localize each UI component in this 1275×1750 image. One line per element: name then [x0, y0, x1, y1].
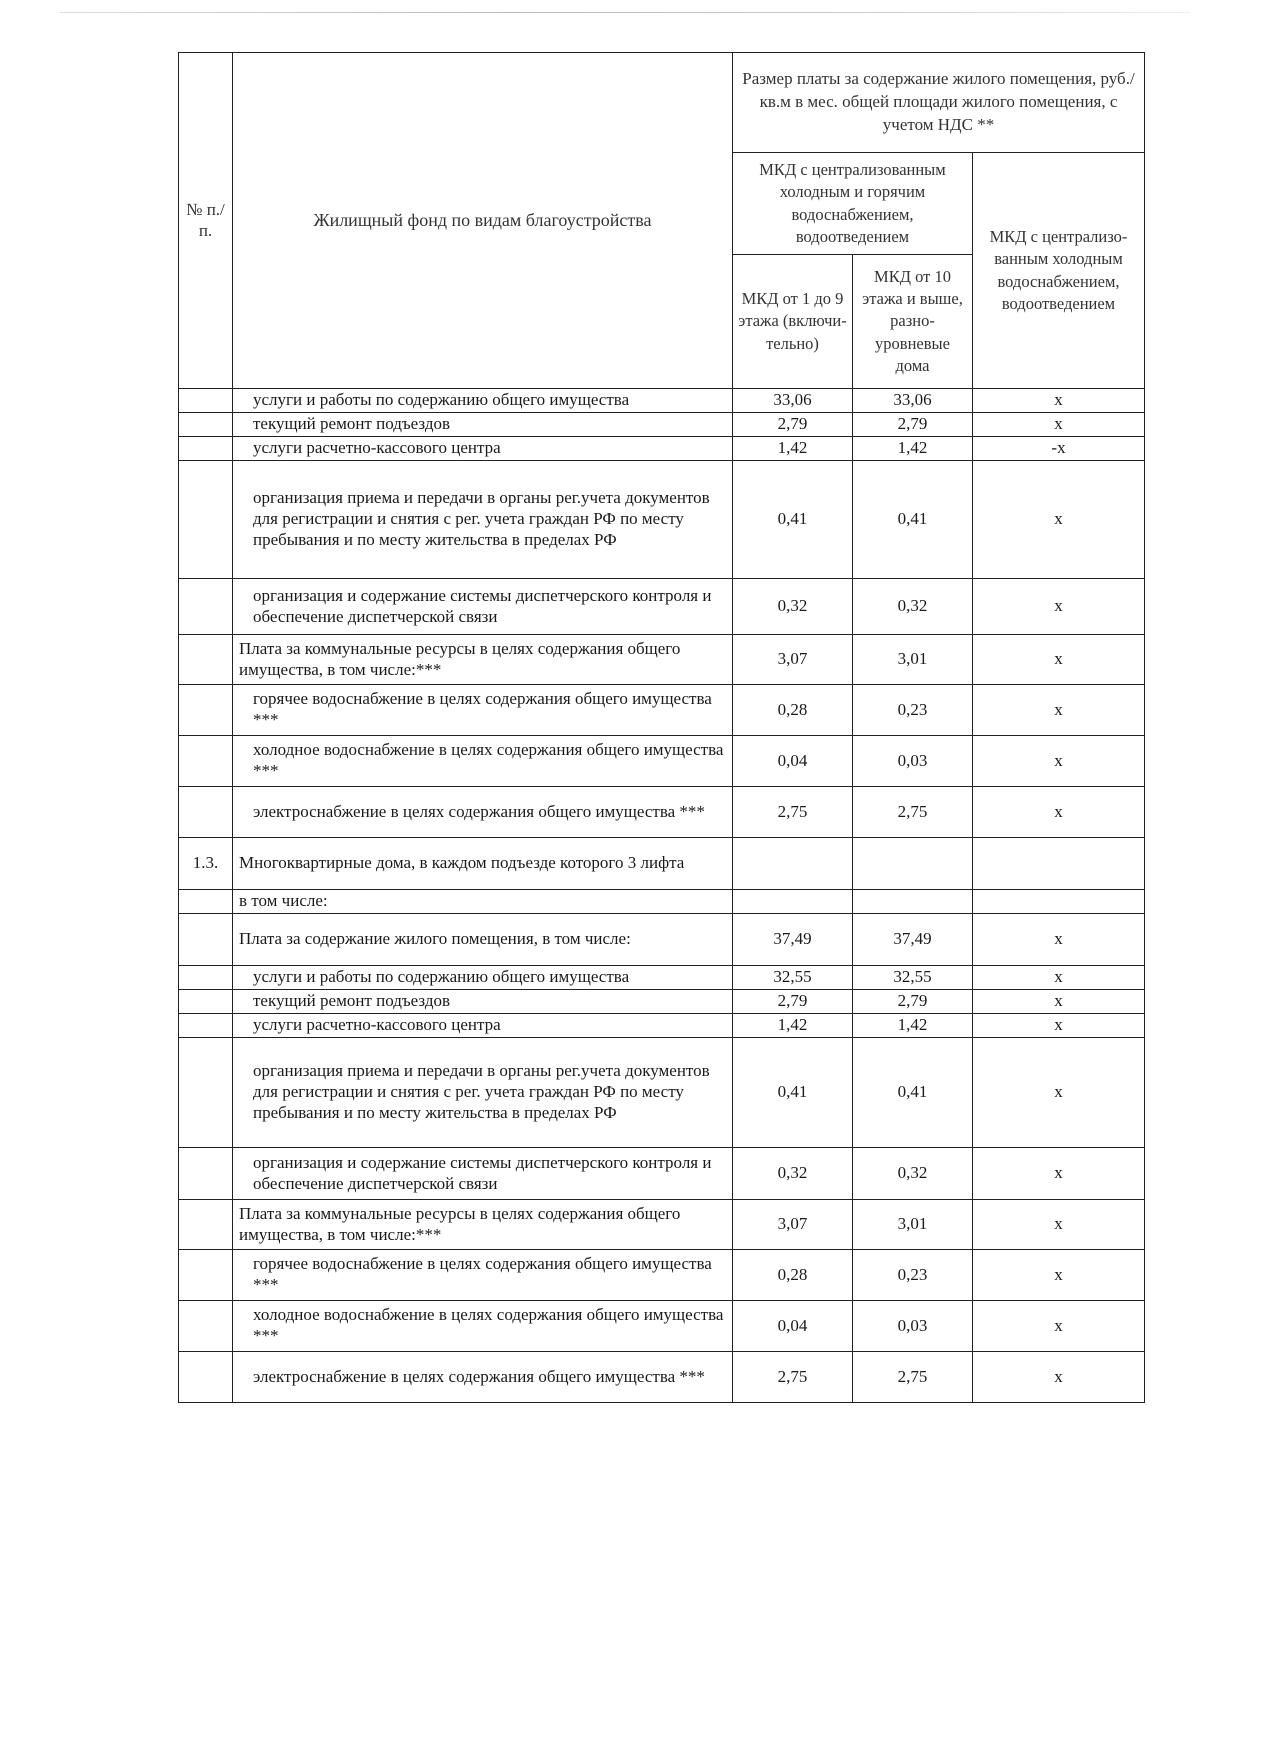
row-label: организация и содержание системы диспетчерского контроля и обеспечение диспетчерской связи: [233, 1148, 733, 1200]
table-row: [179, 579, 1145, 635]
value-floors-10-plus: 2,79: [853, 413, 973, 437]
row-label: Многоквартирные дома, в каждом подъезде которого 3 лифта: [233, 838, 733, 890]
row-label: услуги и работы по содержанию общего имущества: [233, 389, 733, 413]
value-floors-1-9: 3,07: [733, 635, 853, 685]
table-row: [179, 1038, 1145, 1148]
row-label: текущий ремонт подъездов: [233, 990, 733, 1014]
row-number: [179, 437, 233, 461]
value-central-cold: [973, 890, 1145, 914]
value-floors-1-9: 2,79: [733, 413, 853, 437]
value-floors-10-plus: 0,23: [853, 1250, 973, 1301]
row-label: организация и содержание системы диспетчерского контроля и обеспечение диспетчерской связи: [233, 579, 733, 635]
header-floors-1-9: МКД от 1 до 9 этажа (включи-тельно): [733, 255, 853, 389]
value-floors-1-9: 0,28: [733, 1250, 853, 1301]
row-number: [179, 1301, 233, 1352]
value-floors-1-9: 2,75: [733, 1352, 853, 1403]
row-label: электроснабжение в целях содержания общего имущества ***: [233, 787, 733, 838]
row-label: текущий ремонт подъездов: [233, 413, 733, 437]
value-floors-1-9: 0,04: [733, 1301, 853, 1352]
row-label: услуги расчетно-кассового центра: [233, 1014, 733, 1038]
row-label: холодное водоснабжение в целях содержания общего имущества ***: [233, 1301, 733, 1352]
value-floors-10-plus: 33,06: [853, 389, 973, 413]
value-central-cold: х: [973, 635, 1145, 685]
value-central-cold: х: [973, 736, 1145, 787]
table-row: [179, 1200, 1145, 1250]
table-row: [179, 685, 1145, 736]
row-number: [179, 1250, 233, 1301]
header-housing-fund: Жилищный фонд по видам благоустройства: [233, 53, 733, 389]
value-central-cold: х: [973, 1352, 1145, 1403]
header-central-cold: МКД с централизо-ванным холодным водоснабжением, водоотведением: [973, 153, 1145, 389]
value-central-cold: х: [973, 389, 1145, 413]
row-label: холодное водоснабжение в целях содержания общего имущества ***: [233, 736, 733, 787]
value-central-cold: -х: [973, 437, 1145, 461]
value-central-cold: х: [973, 990, 1145, 1014]
value-floors-1-9: 0,41: [733, 1038, 853, 1148]
row-label: услуги расчетно-кассового центра: [233, 437, 733, 461]
value-floors-10-plus: 0,41: [853, 461, 973, 579]
row-number: [179, 685, 233, 736]
row-number: [179, 413, 233, 437]
table-row: [179, 1014, 1145, 1038]
value-floors-1-9: [733, 838, 853, 890]
value-floors-1-9: 0,32: [733, 579, 853, 635]
table-row: [179, 389, 1145, 413]
header-row-1: [179, 53, 1145, 153]
value-floors-1-9: [733, 890, 853, 914]
header-price-group: Размер платы за содержание жилого помещения, руб./кв.м в мес. общей площади жилого помещения, с учетом НДС **: [733, 53, 1145, 153]
value-central-cold: х: [973, 1148, 1145, 1200]
header-central-hot-cold: МКД с централизованным холодным и горячим водоснабжением, водоотведением: [733, 153, 973, 255]
row-number: [179, 579, 233, 635]
value-central-cold: х: [973, 579, 1145, 635]
row-number: [179, 1038, 233, 1148]
table-row: [179, 914, 1145, 966]
value-floors-10-plus: 1,42: [853, 437, 973, 461]
value-floors-10-plus: 32,55: [853, 966, 973, 990]
row-number: [179, 966, 233, 990]
value-floors-1-9: 0,32: [733, 1148, 853, 1200]
table-row: [179, 1148, 1145, 1200]
value-central-cold: х: [973, 461, 1145, 579]
row-number: [179, 635, 233, 685]
value-floors-10-plus: 2,75: [853, 787, 973, 838]
value-central-cold: х: [973, 787, 1145, 838]
value-floors-10-plus: 2,79: [853, 990, 973, 1014]
table-row: [179, 838, 1145, 890]
value-central-cold: х: [973, 413, 1145, 437]
header-number: № п./п.: [179, 53, 233, 389]
row-label: электроснабжение в целях содержания общего имущества ***: [233, 1352, 733, 1403]
row-label: Плата за содержание жилого помещения, в том числе:: [233, 914, 733, 966]
value-floors-10-plus: 3,01: [853, 635, 973, 685]
row-label: в том числе:: [233, 890, 733, 914]
table-row: [179, 635, 1145, 685]
value-central-cold: х: [973, 1200, 1145, 1250]
row-label: услуги и работы по содержанию общего имущества: [233, 966, 733, 990]
scan-artifact-line: [60, 12, 1190, 13]
value-floors-1-9: 0,41: [733, 461, 853, 579]
value-central-cold: х: [973, 1250, 1145, 1301]
value-floors-1-9: 1,42: [733, 437, 853, 461]
value-floors-10-plus: 1,42: [853, 1014, 973, 1038]
value-floors-1-9: 37,49: [733, 914, 853, 966]
row-number: [179, 1352, 233, 1403]
value-floors-1-9: 0,28: [733, 685, 853, 736]
value-floors-10-plus: 0,03: [853, 736, 973, 787]
row-number: [179, 389, 233, 413]
value-floors-10-plus: 0,32: [853, 579, 973, 635]
value-floors-10-plus: 3,01: [853, 1200, 973, 1250]
value-central-cold: х: [973, 966, 1145, 990]
value-floors-10-plus: 2,75: [853, 1352, 973, 1403]
table-row: [179, 1352, 1145, 1403]
table-row: [179, 736, 1145, 787]
value-floors-1-9: 3,07: [733, 1200, 853, 1250]
row-label: организация приема и передачи в органы рег.учета документов для регистрации и снятия с рег. учета граждан РФ по месту пребывания и по месту жительства в пределах РФ: [233, 1038, 733, 1148]
row-number: [179, 990, 233, 1014]
value-central-cold: х: [973, 1014, 1145, 1038]
table-row: [179, 1250, 1145, 1301]
table-row: [179, 787, 1145, 838]
table-row: [179, 413, 1145, 437]
value-floors-1-9: 2,75: [733, 787, 853, 838]
row-number: [179, 1200, 233, 1250]
row-label: организация приема и передачи в органы рег.учета документов для регистрации и снятия с рег. учета граждан РФ по месту пребывания и по месту жительства в пределах РФ: [233, 461, 733, 579]
row-label: горячее водоснабжение в целях содержания общего имущества ***: [233, 1250, 733, 1301]
table-row: [179, 437, 1145, 461]
row-number: [179, 914, 233, 966]
value-floors-10-plus: 0,41: [853, 1038, 973, 1148]
row-number: [179, 461, 233, 579]
row-label: горячее водоснабжение в целях содержания общего имущества ***: [233, 685, 733, 736]
row-number: [179, 787, 233, 838]
value-floors-10-plus: [853, 838, 973, 890]
value-central-cold: х: [973, 914, 1145, 966]
value-floors-1-9: 2,79: [733, 990, 853, 1014]
row-number: [179, 1148, 233, 1200]
value-floors-1-9: 1,42: [733, 1014, 853, 1038]
row-label: Плата за коммунальные ресурсы в целях содержания общего имущества, в том числе:***: [233, 635, 733, 685]
row-label: Плата за коммунальные ресурсы в целях содержания общего имущества, в том числе:***: [233, 1200, 733, 1250]
table-row: [179, 461, 1145, 579]
value-floors-10-plus: 0,03: [853, 1301, 973, 1352]
value-floors-1-9: 0,04: [733, 736, 853, 787]
row-number: [179, 736, 233, 787]
value-central-cold: [973, 838, 1145, 890]
table-row: [179, 1301, 1145, 1352]
table-row: [179, 890, 1145, 914]
value-floors-10-plus: [853, 890, 973, 914]
value-floors-10-plus: 0,23: [853, 685, 973, 736]
header-floors-10-plus: МКД от 10 этажа и выше, разно-уровневые дома: [853, 255, 973, 389]
value-floors-1-9: 32,55: [733, 966, 853, 990]
value-floors-10-plus: 0,32: [853, 1148, 973, 1200]
value-floors-1-9: 33,06: [733, 389, 853, 413]
value-central-cold: х: [973, 1301, 1145, 1352]
value-central-cold: х: [973, 685, 1145, 736]
value-floors-10-plus: 37,49: [853, 914, 973, 966]
tariff-table: [178, 52, 1145, 1403]
row-number: [179, 1014, 233, 1038]
row-number: [179, 890, 233, 914]
row-number: 1.3.: [179, 838, 233, 890]
table-row: [179, 966, 1145, 990]
value-central-cold: х: [973, 1038, 1145, 1148]
table-row: [179, 990, 1145, 1014]
